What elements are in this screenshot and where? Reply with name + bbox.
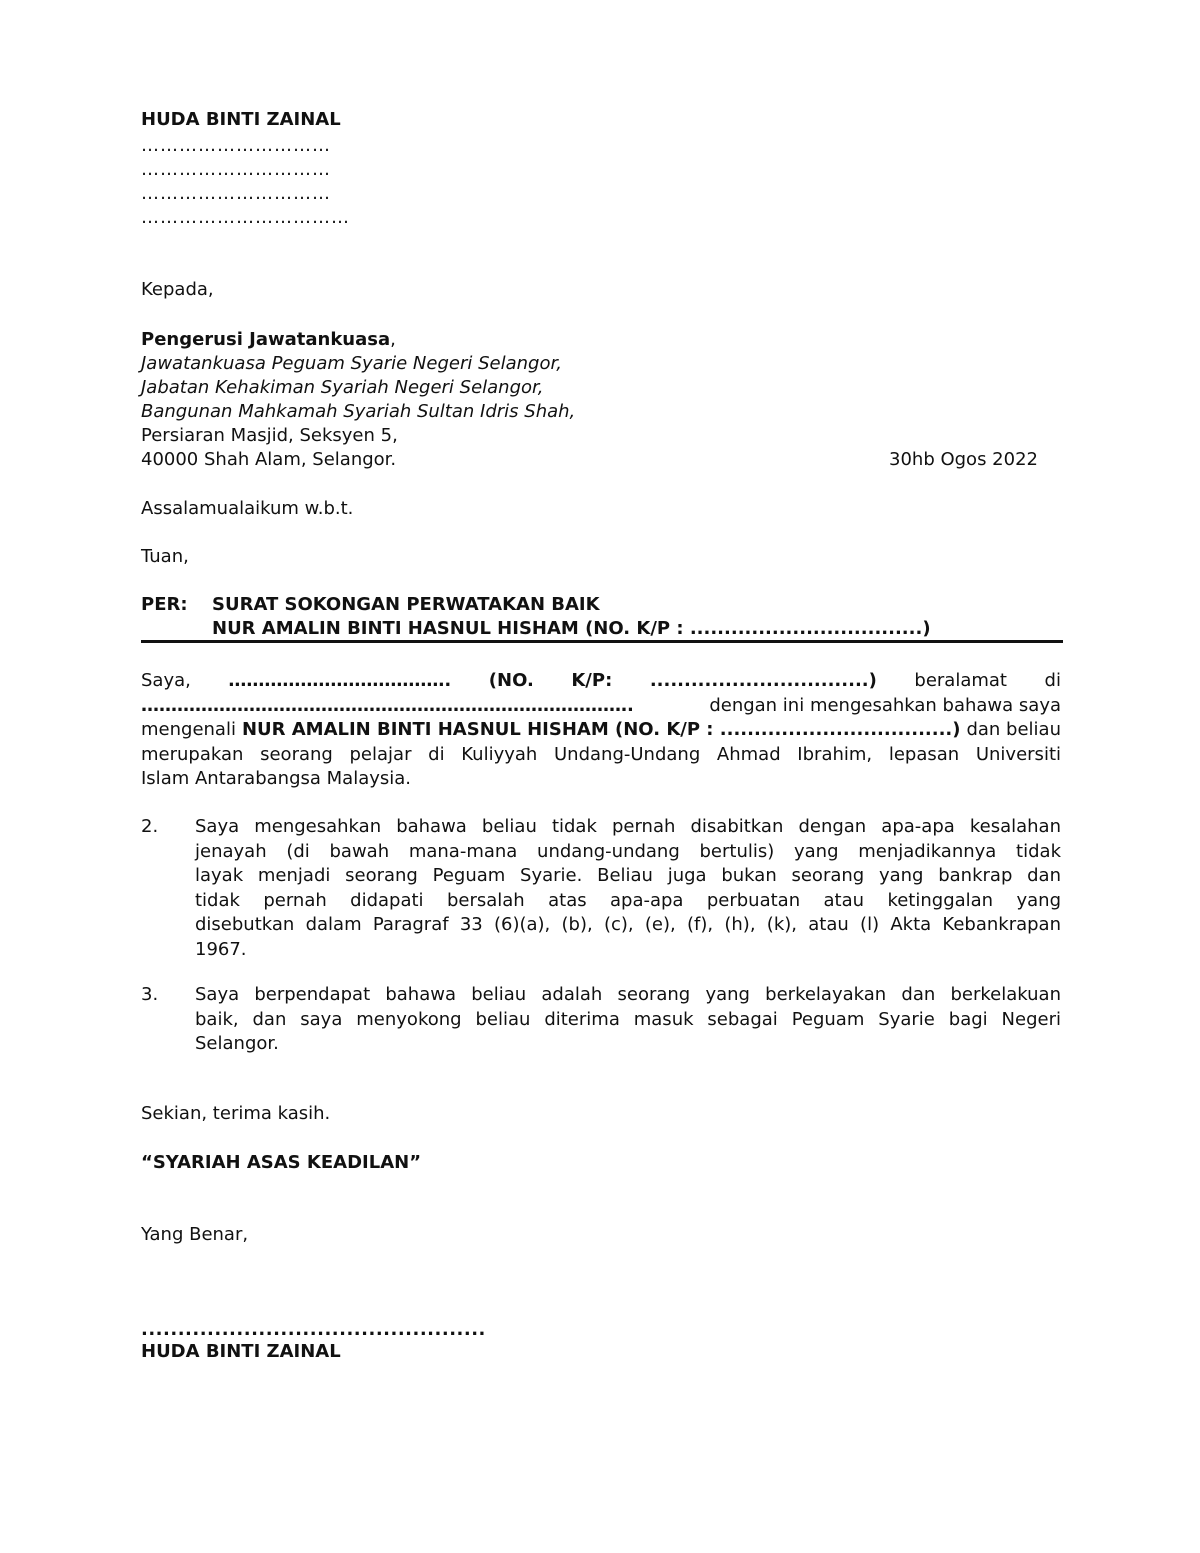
p1-name-dots: ……………………………….: [228, 670, 452, 691]
recipient-title: [141, 328, 396, 352]
sender-address-line-1: …………………………: [141, 135, 331, 156]
paragraph-1-line-2: [141, 694, 1061, 719]
recipient-title-suffix: ,: [390, 329, 396, 350]
p1-line-3-post: dan beliau: [966, 719, 1061, 740]
paragraph-3-number: 3.: [141, 984, 159, 1005]
paragraph-3-line-2: baik, dan saya menyokong beliau diterima masuk sebagai Peguam Syarie bagi Negeri: [195, 1008, 1061, 1030]
recipient-line-1: Jawatankuasa Peguam Syarie Negeri Selangor,: [141, 353, 562, 374]
paragraph-3-line-3: Selangor.: [195, 1033, 279, 1054]
paragraph-3: [195, 983, 1061, 1057]
p1-line-2-text: dengan ini mengesahkan bahawa saya: [709, 694, 1061, 716]
paragraph-1-line-1: [141, 669, 1061, 694]
greeting: Assalamualaikum w.b.t.: [141, 498, 354, 519]
sender-address-line-3: …………………………: [141, 183, 331, 204]
recipient-line-4: Persiaran Masjid, Seksyen 5,: [141, 425, 398, 446]
p1-word-beralamat: beralamat: [914, 670, 1007, 691]
recipient-line-5: 40000 Shah Alam, Selangor.: [141, 449, 397, 470]
motto: “SYARIAH ASAS KEADILAN”: [141, 1152, 422, 1173]
signature-line: ...............................................: [141, 1319, 486, 1340]
subject-line-2: NUR AMALIN BINTI HASNUL HISHAM (NO. K/P : ..................................): [212, 618, 931, 639]
addressee: Tuan,: [141, 546, 189, 567]
p1-kp-label: K/P:: [571, 670, 613, 691]
sender-address-line-2: …………………………: [141, 159, 331, 180]
p1-address-dots: ……………………………………………………………………….: [141, 694, 634, 716]
paragraph-2-line-6: 1967.: [195, 938, 247, 960]
paragraph-2-line-2: jenayah (di bawah mana-mana undang-undang bertulis) yang menjadikannya tidak: [195, 840, 1061, 862]
p1-candidate-name: NUR AMALIN BINTI HASNUL HISHAM (NO. K/P : ..................................): [241, 719, 961, 740]
recipient-title-text: Pengerusi Jawatankuasa: [141, 329, 391, 350]
recipient-line-2: Jabatan Kehakiman Syariah Negeri Selangor,: [141, 377, 544, 398]
paragraph-2-line-3: layak menjadi seorang Peguam Syarie. Beliau juga bukan seorang yang bankrap dan: [195, 865, 1061, 886]
closing-text: Sekian, terima kasih.: [141, 1103, 331, 1124]
paragraph-1: [141, 669, 1061, 792]
p1-word-di: di: [1044, 670, 1061, 691]
subject-underline: [141, 640, 1063, 643]
paragraph-1-line-3: [141, 718, 1061, 743]
paragraph-1-line-5: Islam Antarabangsa Malaysia.: [141, 768, 412, 789]
paragraph-2-line-1: Saya mengesahkan bahawa beliau tidak pernah disabitkan dengan apa-apa kesalahan: [195, 816, 1061, 837]
subject-label: PER:: [141, 594, 188, 615]
paragraph-2-line-5: disebutkan dalam Paragraf 33 (6)(a), (b), (c), (e), (f), (h), (k), atau (l) Akta Kebankrapan: [195, 914, 1061, 935]
p1-kp-dots: ................................): [649, 670, 877, 691]
paragraph-2: [195, 815, 1061, 962]
paragraph-3-line-1: Saya berpendapat bahawa beliau adalah seorang yang berkelayakan dan berkelakuan: [195, 984, 1061, 1005]
p1-line-3-pre: mengenali: [141, 719, 236, 740]
p1-word-saya: Saya,: [141, 670, 191, 691]
yang-benar: Yang Benar,: [141, 1224, 249, 1245]
signature-name: HUDA BINTI ZAINAL: [141, 1341, 341, 1362]
p1-no-label: (NO.: [488, 670, 534, 691]
letter-date: 30hb Ogos 2022: [889, 449, 1038, 470]
sender-name: HUDA BINTI ZAINAL: [141, 109, 341, 130]
recipient-line-3: Bangunan Mahkamah Syariah Sultan Idris Shah,: [141, 401, 576, 422]
paragraph-2-line-4: tidak pernah didapati bersalah atas apa-apa perbuatan atau ketinggalan yang: [195, 889, 1061, 911]
paragraph-1-line-4: merupakan seorang pelajar di Kuliyyah Undang-Undang Ahmad Ibrahim, lepasan Universiti: [141, 743, 1061, 765]
kepada-label: Kepada,: [141, 279, 214, 300]
sender-address-line-4: ……………………………: [141, 207, 350, 228]
paragraph-2-number: 2.: [141, 816, 159, 837]
subject-line-1: SURAT SOKONGAN PERWATAKAN BAIK: [212, 594, 600, 615]
